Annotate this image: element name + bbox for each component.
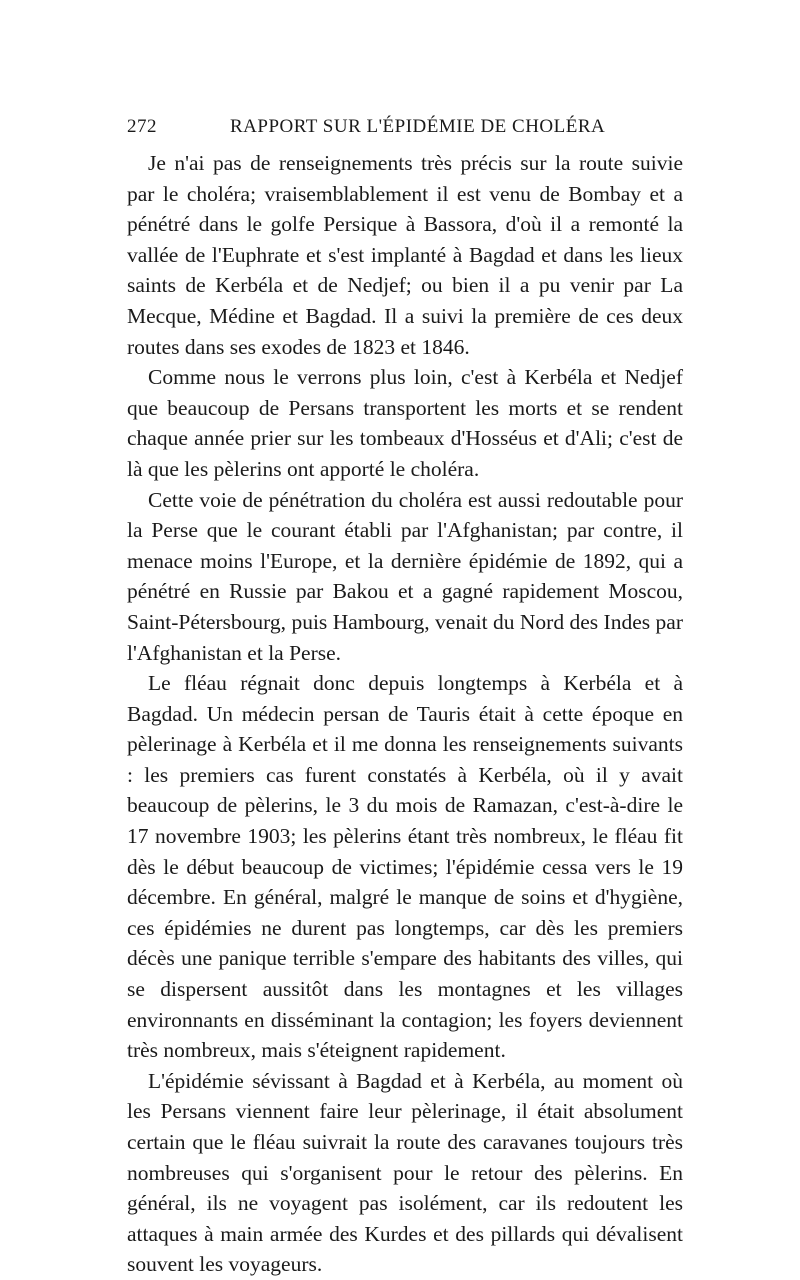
running-title: RAPPORT SUR L'ÉPIDÉMIE DE CHOLÉRA	[230, 116, 606, 137]
running-head	[127, 116, 683, 146]
page-number: 272	[127, 116, 157, 137]
paragraph: Comme nous le verrons plus loin, c'est à Kerbéla et Nedjef que beaucoup de Persans transportent les morts et se rendent chaque année prier sur les tombeaux d'Hosséus et d'Ali; c'est de là que les pèlerins ont apporté le choléra.	[127, 365, 683, 481]
body-text	[127, 148, 683, 1280]
paragraph: L'épidémie sévissant à Bagdad et à Kerbéla, au moment où les Persans viennent faire leur pèlerinage, il était absolument certain que le fléau suivrait la route des caravanes toujours très nombreuses qui s'organisent pour le retour des pèlerins. En général, ils ne voyagent pas isolément, car ils redoutent les attaques à main armée des Kurdes et des pillards qui dévalisent souvent les voyageurs.	[127, 1068, 683, 1277]
paragraph: Le fléau régnait donc depuis longtemps à Kerbéla et à Bagdad. Un médecin persan de Tauris était à cette époque en pèlerinage à Kerbéla et il me donna les renseignements suivants : les premiers cas furent constatés à Kerbéla, où il y avait beaucoup de pèlerins, le 3 du mois de Ramazan, c'est-à-dire le 17 novembre 1903; les pèlerins étant très nombreux, le fléau fit dès le début beaucoup de victimes; l'épidémie cessa vers le 19 décembre. En général, malgré le manque de soins et d'hygiène, ces épidémies ne durent pas longtemps, car dès les premiers décès une panique terrible s'empare des habitants des villes, qui se dispersent aussitôt dans les montagnes et les villages environnants en disséminant la contagion; les foyers deviennent très nombreux, mais s'éteignent rapidement.	[127, 671, 683, 1063]
paragraph: Cette voie de pénétration du choléra est aussi redoutable pour la Perse que le courant établi par l'Afghanistan; par contre, il menace moins l'Europe, et la dernière épidémie de 1892, qui a pénétré en Russie par Bakou et a gagné rapidement Moscou, Saint-Pétersbourg, puis Hambourg, venait du Nord des Indes par l'Afghanistan et la Perse.	[127, 487, 683, 665]
paragraph: Je n'ai pas de renseignements très précis sur la route suivie par le choléra; vraisemblablement il est venu de Bombay et a pénétré dans le golfe Persique à Bassora, d'où il a remonté la vallée de l'Euphrate et s'est implanté à Bagdad et dans les lieux saints de Kerbéla et de Nedjef; ou bien il a pu venir par La Mecque, Médine et Bagdad. Il a suivi la première de ces deux routes dans ses exodes de 1823 et 1846.	[127, 151, 683, 359]
